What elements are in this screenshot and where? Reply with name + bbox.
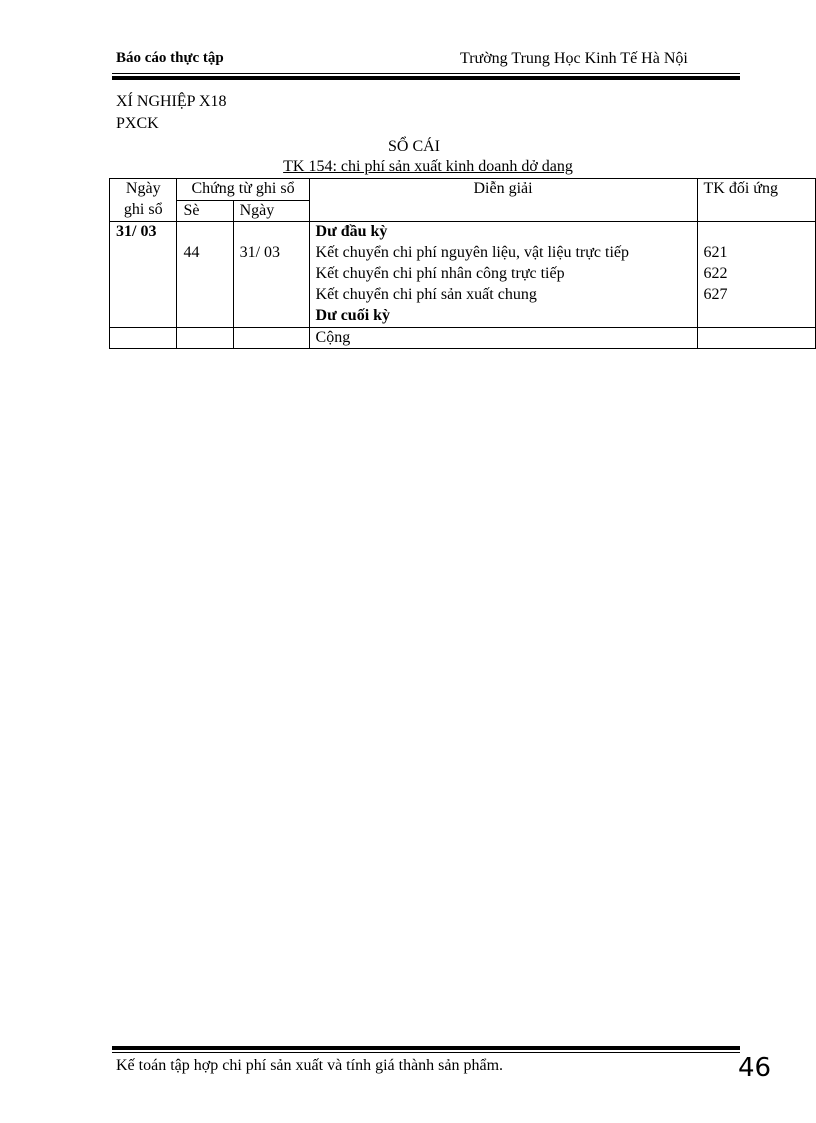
cell-date-recorded — [110, 222, 177, 328]
account-value — [704, 222, 810, 243]
total-empty-cell — [233, 328, 309, 349]
header-date-recorded-line2: ghi sổ — [123, 201, 163, 218]
description-line: Kết chuyển chi phí sản xuất chung — [315, 286, 537, 303]
account-value: 621 — [703, 244, 728, 261]
header-voucher: Chứng từ ghi sổ — [177, 179, 309, 201]
account-value: 622 — [703, 265, 728, 282]
description-line: Kết chuyển chi phí nhân công trực tiếp — [315, 265, 565, 282]
cell-voucher-date — [233, 222, 309, 328]
header-right-school: Trường Trung Học Kinh Tế Hà Nội — [460, 50, 688, 67]
account-value: 627 — [703, 286, 728, 303]
cell-voucher-no — [177, 222, 233, 328]
footer-text: Kế toán tập hợp chi phí sản xuất và tính giá thành sản phẩm. — [116, 1057, 504, 1074]
opening-balance-label: Dư đầu kỳ — [315, 223, 388, 240]
voucher-no-value: 44 — [183, 244, 200, 261]
total-empty-cell — [110, 328, 177, 349]
total-label: Cộng — [309, 328, 697, 349]
cell-description — [309, 222, 697, 328]
header-description: Diễn giải — [309, 179, 697, 222]
header-date-recorded-line1: Ngày — [125, 180, 161, 197]
page-number: 46 — [738, 1053, 772, 1083]
header-voucher-no: Sè — [177, 200, 233, 222]
header-left-title: Báo cáo thực tập — [116, 50, 224, 66]
document-subtitle: TK 154: chi phí sản xuất kinh doanh dở dang — [283, 158, 573, 175]
org-name: XÍ NGHIỆP X18 — [116, 93, 227, 110]
document-title: SỔ CÁI — [387, 138, 440, 155]
header-voucher-date: Ngày — [233, 200, 309, 222]
cell-contra-account — [697, 222, 816, 328]
closing-balance-label: Dư cuối kỳ — [315, 307, 391, 324]
ledger-table — [109, 178, 816, 349]
total-empty-cell — [697, 328, 816, 349]
header-date-recorded — [110, 179, 177, 222]
voucher-date-value: 31/ 03 — [239, 244, 281, 261]
description-line: Kết chuyển chi phí nguyên liệu, vật liệu trực tiếp — [315, 244, 630, 261]
header-contra-account: TK đối ứng — [697, 179, 816, 222]
header-rule-thin — [112, 73, 740, 74]
table-row — [110, 222, 816, 328]
header-rule-thick — [112, 76, 740, 80]
account-value — [704, 306, 810, 327]
org-unit: PXCK — [116, 115, 159, 132]
footer-rule-thin — [112, 1052, 740, 1053]
total-empty-cell — [177, 328, 233, 349]
footer-rule-thick — [112, 1046, 740, 1050]
table-total-row — [110, 328, 816, 349]
date-recorded-value: 31/ 03 — [116, 223, 157, 240]
table-header-row — [110, 179, 816, 201]
